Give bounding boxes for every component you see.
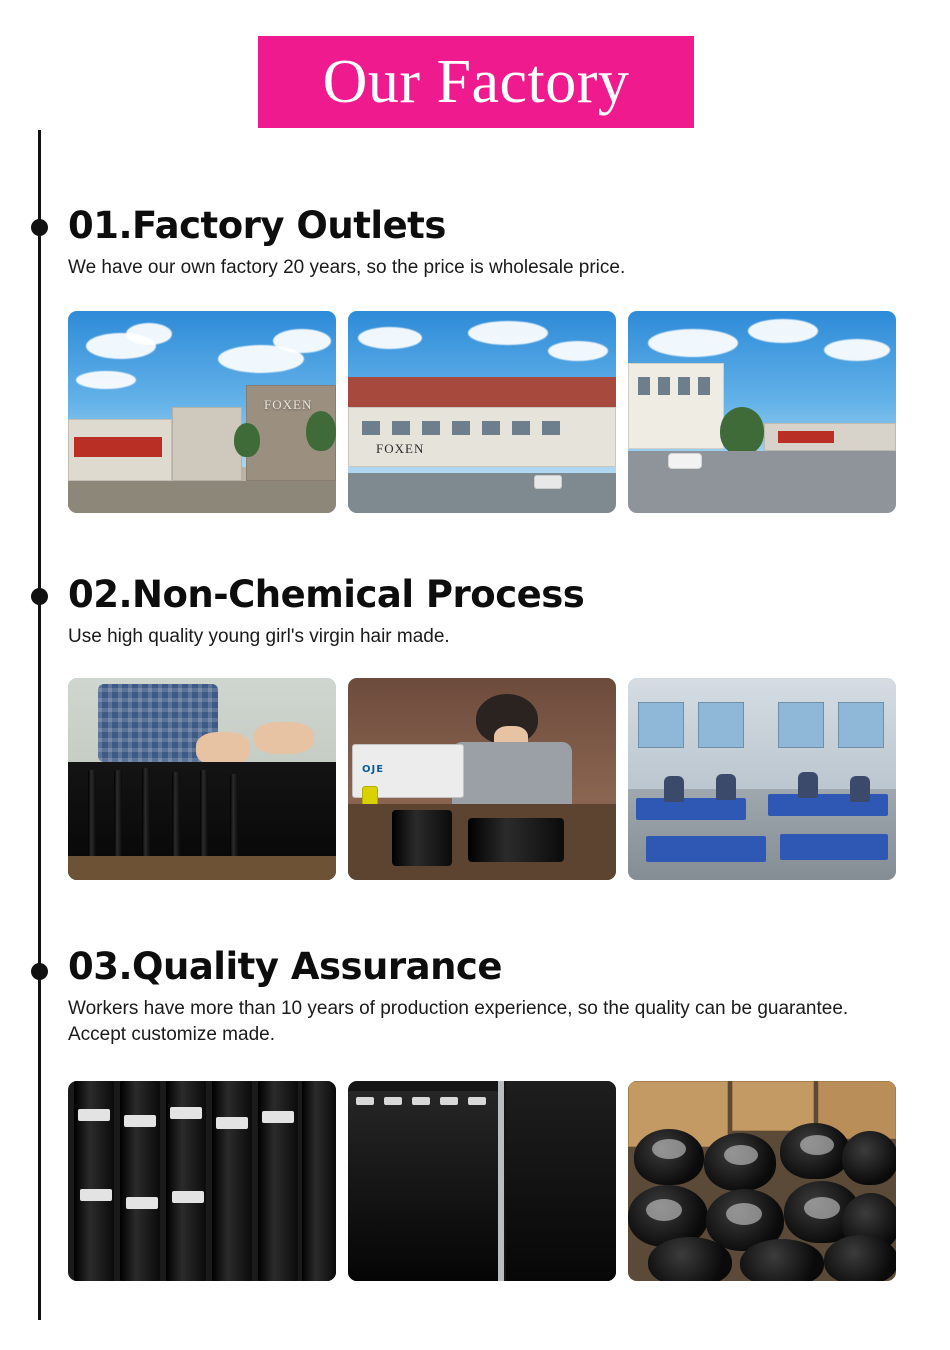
- timeline-bullet-03: [31, 963, 48, 980]
- window-shape: [362, 421, 380, 435]
- sign-banner-red: [778, 431, 834, 443]
- hair-weft-piece: [468, 818, 564, 862]
- photo-hair-wefts-hanging: [348, 1081, 616, 1281]
- weft-clip: [412, 1097, 430, 1105]
- hair-strand: [114, 770, 122, 868]
- gate-pillar: [172, 407, 242, 481]
- worker-figure: [716, 774, 736, 800]
- photo-row-03: [68, 1081, 898, 1281]
- cloud-shape: [548, 341, 608, 361]
- wig-unit: [648, 1237, 732, 1281]
- photo-factory-gate-exterior: [68, 311, 336, 513]
- bundle-clip: [78, 1109, 110, 1121]
- window-shape: [512, 421, 530, 435]
- hair-strand: [142, 768, 150, 864]
- timeline-bullet-01: [31, 219, 48, 236]
- cloud-shape: [273, 329, 331, 353]
- work-bench: [636, 798, 746, 820]
- section-title-03: 03.Quality Assurance: [68, 945, 502, 988]
- factory-logo-text: FOXEN: [264, 397, 313, 412]
- wooden-table: [68, 856, 336, 880]
- cloud-shape: [126, 323, 172, 345]
- hair-bundle: [120, 1081, 160, 1281]
- window-shape: [638, 702, 684, 748]
- window-shape: [698, 377, 710, 395]
- window-shape: [678, 377, 690, 395]
- road-strip: [68, 481, 336, 513]
- page-title: Our Factory: [322, 48, 630, 116]
- hair-weft-panel: [506, 1081, 616, 1281]
- machine-brand-label: OJE: [362, 764, 385, 775]
- hair-weft-panel: [348, 1091, 498, 1281]
- wig-unit: [842, 1131, 896, 1185]
- wig-unit: [824, 1235, 896, 1281]
- bundle-clip: [262, 1111, 294, 1123]
- lace-cap: [646, 1199, 682, 1221]
- worker-body: [452, 742, 572, 804]
- photo-packed-wigs-in-boxes: [628, 1081, 896, 1281]
- worker-hand: [254, 722, 314, 754]
- hair-strand: [200, 770, 208, 864]
- hair-strand: [172, 772, 180, 864]
- cloud-shape: [76, 371, 136, 389]
- worker-hand: [196, 732, 250, 766]
- worker-figure: [850, 776, 870, 802]
- cloud-shape: [824, 339, 890, 361]
- lace-cap: [804, 1197, 840, 1219]
- worker-figure: [664, 776, 684, 802]
- section-description-03: Workers have more than 10 years of production experience, so the quality can be guarantee. Accept customize made.: [68, 998, 849, 1045]
- photo-factory-office-street-view: [628, 311, 896, 513]
- window-shape: [698, 702, 744, 748]
- lace-cap: [726, 1203, 762, 1225]
- bundle-clip: [80, 1189, 112, 1201]
- window-shape: [542, 421, 560, 435]
- window-shape: [778, 702, 824, 748]
- work-bench: [780, 834, 888, 860]
- section-description-01: We have our own factory 20 years, so the price is wholesale price.: [68, 257, 626, 278]
- photo-hair-bundles-stacked: [68, 1081, 336, 1281]
- car-shape: [534, 475, 562, 489]
- work-bench: [768, 794, 888, 816]
- tree-shape: [306, 411, 336, 451]
- section-quality-assurance: [68, 944, 898, 1048]
- cloud-shape: [468, 321, 548, 345]
- section-title-01: 01.Factory Outlets: [68, 204, 446, 247]
- tree-shape: [720, 407, 764, 455]
- cloud-shape: [648, 329, 738, 357]
- sign-banner-red: [74, 437, 162, 457]
- page-header-banner: [258, 36, 694, 128]
- cloud-shape: [748, 319, 818, 343]
- window-shape: [452, 421, 470, 435]
- worker-figure: [798, 772, 818, 798]
- window-shape: [838, 702, 884, 748]
- road-strip: [348, 473, 616, 513]
- photo-worker-sewing-machine: [348, 678, 616, 880]
- hair-bundle: [212, 1081, 252, 1281]
- window-shape: [638, 377, 650, 395]
- section-title-02: 02.Non-Chemical Process: [68, 573, 585, 616]
- wig-unit: [740, 1239, 824, 1281]
- photo-factory-building-aerial: [348, 311, 616, 513]
- weft-clip: [384, 1097, 402, 1105]
- photo-factory-workshop-floor: [628, 678, 896, 880]
- factory-logo-text: FOXEN: [376, 441, 425, 456]
- weft-clip: [356, 1097, 374, 1105]
- hair-strand: [88, 770, 96, 862]
- section-factory-outlets: [68, 203, 898, 281]
- factory-hall: [348, 407, 616, 467]
- lace-cap: [800, 1135, 834, 1155]
- section-non-chemical-process: [68, 572, 898, 650]
- cloud-shape: [358, 327, 422, 349]
- lace-cap: [724, 1145, 758, 1165]
- bundle-clip: [170, 1107, 202, 1119]
- photo-row-01: [68, 311, 898, 513]
- divider-rail: [498, 1081, 504, 1281]
- weft-clip: [468, 1097, 486, 1105]
- timeline-bullet-02: [31, 588, 48, 605]
- timeline-line: [38, 130, 41, 1320]
- bundle-clip: [126, 1197, 158, 1209]
- lace-cap: [652, 1139, 686, 1159]
- tree-shape: [234, 423, 260, 457]
- hair-strand: [230, 774, 238, 862]
- office-building: [628, 363, 724, 449]
- weft-clip: [440, 1097, 458, 1105]
- photo-row-02: [68, 678, 898, 880]
- window-shape: [658, 377, 670, 395]
- photo-worker-sorting-hair: [68, 678, 336, 880]
- window-shape: [392, 421, 410, 435]
- window-shape: [422, 421, 440, 435]
- work-bench: [646, 836, 766, 862]
- hair-weft-piece: [392, 810, 452, 866]
- section-description-02: Use high quality young girl's virgin hair made.: [68, 626, 450, 647]
- carton-box: [732, 1081, 814, 1131]
- bundle-clip: [216, 1117, 248, 1129]
- car-shape: [668, 453, 702, 469]
- hair-bundle: [302, 1081, 336, 1281]
- roof-red: [348, 377, 616, 411]
- window-shape: [482, 421, 500, 435]
- bundle-clip: [124, 1115, 156, 1127]
- bundle-clip: [172, 1191, 204, 1203]
